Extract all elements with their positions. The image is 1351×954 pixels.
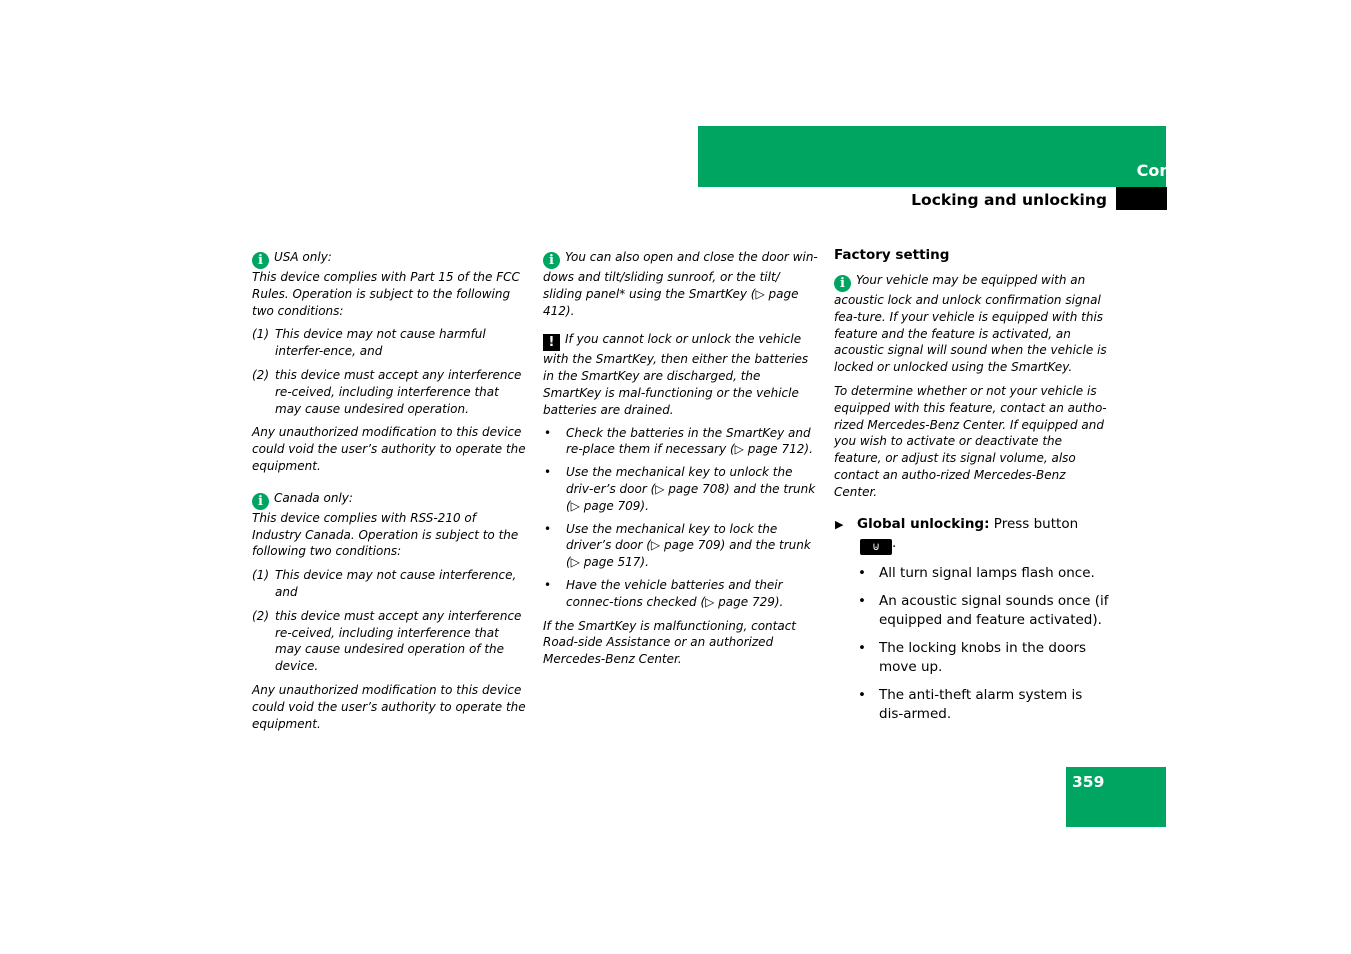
- bullet-icon: •: [858, 639, 866, 656]
- canada-label: Canada only:: [274, 490, 353, 505]
- bullet-icon: •: [858, 592, 866, 609]
- item-number: (1): [252, 327, 269, 342]
- action-label: Global unlocking:: [857, 515, 990, 532]
- action-text: Press button: [993, 515, 1079, 532]
- action-end: .: [892, 534, 897, 551]
- factory-setting-heading: Factory setting: [834, 247, 950, 263]
- column-1: [252, 249, 528, 732]
- info-text: Your vehicle may be equipped with an acoustic lock and unlock confirmation signal fea-ture. If your vehicle is equipped with this feature and the feature is activated, an acoustic signal will sound when the vehicle is locked or unlocked using the SmartKey.: [834, 273, 1107, 375]
- usa-block: [252, 249, 528, 319]
- info-note: [834, 272, 1110, 376]
- list-item: [834, 686, 1110, 724]
- info-icon: i: [834, 275, 851, 292]
- list-item: [834, 592, 1110, 630]
- item-text: Use the mechanical key to unlock the driv-er’s door (▷ page 708) and the trunk (▷ page 709).: [566, 465, 816, 513]
- item-text: All turn signal lamps flash once.: [879, 564, 1095, 581]
- bullet-icon: •: [544, 465, 552, 480]
- bullet-icon: •: [544, 521, 552, 536]
- warning-note: [543, 331, 819, 418]
- list-item: [543, 464, 819, 514]
- warning-icon: !: [543, 334, 560, 351]
- section-title: Controls in detail: [1136, 161, 1292, 180]
- column-2: [543, 249, 819, 668]
- item-text: The anti-theft alarm system is dis-armed.: [879, 686, 1083, 722]
- header-band: [698, 126, 1166, 187]
- list-item: [252, 608, 528, 675]
- list-item: [252, 567, 528, 601]
- item-text: This device may not cause interference, and: [275, 568, 517, 599]
- item-text: This device may not cause harmful interfer-ence, and: [275, 327, 486, 359]
- list-item: [252, 367, 528, 417]
- unlock-icon: ⊍: [860, 539, 892, 555]
- global-unlocking-step: [834, 515, 1110, 555]
- info-icon: i: [252, 252, 269, 269]
- item-number: (2): [252, 367, 269, 382]
- sub-title: Locking and unlocking: [911, 191, 1107, 209]
- info-icon: i: [543, 252, 560, 269]
- closing-note: If the SmartKey is malfunctioning, contact Road-side Assistance or an authorized Mercedes-Benz Center.: [543, 618, 797, 667]
- item-text: Have the vehicle batteries and their connec-tions checked (▷ page 729).: [566, 577, 784, 609]
- item-text: Check the batteries in the SmartKey and re-place them if necessary (▷ page 712).: [566, 425, 813, 457]
- item-text: An acoustic signal sounds once (if equipped and feature activated).: [879, 592, 1109, 628]
- arrow-right-icon: ▶: [835, 517, 844, 531]
- canada-note: Any unauthorized modification to this device could void the user’s authority to operate the equipment.: [252, 682, 526, 731]
- list-item: [543, 425, 819, 459]
- info-icon: i: [252, 493, 269, 510]
- warning-text: If you cannot lock or unlock the vehicle with the SmartKey, then either the batteries in the SmartKey are discharged, the SmartKey is mal-functioning or the vehicle batteries are drained.: [543, 332, 809, 417]
- list-item: [834, 639, 1110, 677]
- list-item: [543, 521, 819, 571]
- bullet-icon: •: [858, 686, 866, 703]
- list-item: [834, 564, 1110, 583]
- canada-block: [252, 490, 528, 560]
- column-3: [834, 245, 1110, 724]
- item-text: Use the mechanical key to lock the driver’s door (▷ page 709) and the trunk (▷ page 517).: [566, 521, 811, 570]
- usa-label: USA only:: [274, 250, 332, 264]
- item-number: (2): [252, 608, 269, 623]
- item-text: this device must accept any interference re-ceived, including interference that may cause undesired operation.: [275, 367, 522, 416]
- info-text: You can also open and close the door win-dows and tilt/sliding sunroof, or the tilt/ sliding panel* using the SmartKey (▷ page 412).: [543, 250, 818, 318]
- page-number: 359: [1072, 773, 1105, 791]
- item-text: The locking knobs in the doors move up.: [879, 639, 1087, 675]
- canada-intro: This device complies with RSS-210 of Industry Canada. Operation is subject to the following two conditions:: [252, 510, 519, 559]
- bullet-icon: •: [544, 577, 552, 592]
- usa-intro: This device complies with Part 15 of the FCC Rules. Operation is subject to the following two conditions:: [252, 270, 520, 318]
- bullet-icon: •: [544, 425, 552, 440]
- sub-title-bar: [1116, 187, 1167, 210]
- info-note: [543, 249, 819, 319]
- contact-para: To determine whether or not your vehicle is equipped with this feature, contact an autho-rized Mercedes-Benz Center. If equipped and you wish to activate or deactivate the feature, or adjust its signal volume, also contact an autho-rized Mercedes-Benz Center.: [834, 383, 1107, 499]
- item-text: this device must accept any interference re-ceived, including interference that may cause undesired operation of the device.: [275, 608, 522, 674]
- list-item: [543, 577, 819, 611]
- usa-note: Any unauthorized modification to this device could void the user’s authority to operate the equipment.: [252, 425, 526, 473]
- list-item: [252, 326, 528, 360]
- bullet-icon: •: [858, 564, 866, 581]
- item-number: (1): [252, 568, 269, 583]
